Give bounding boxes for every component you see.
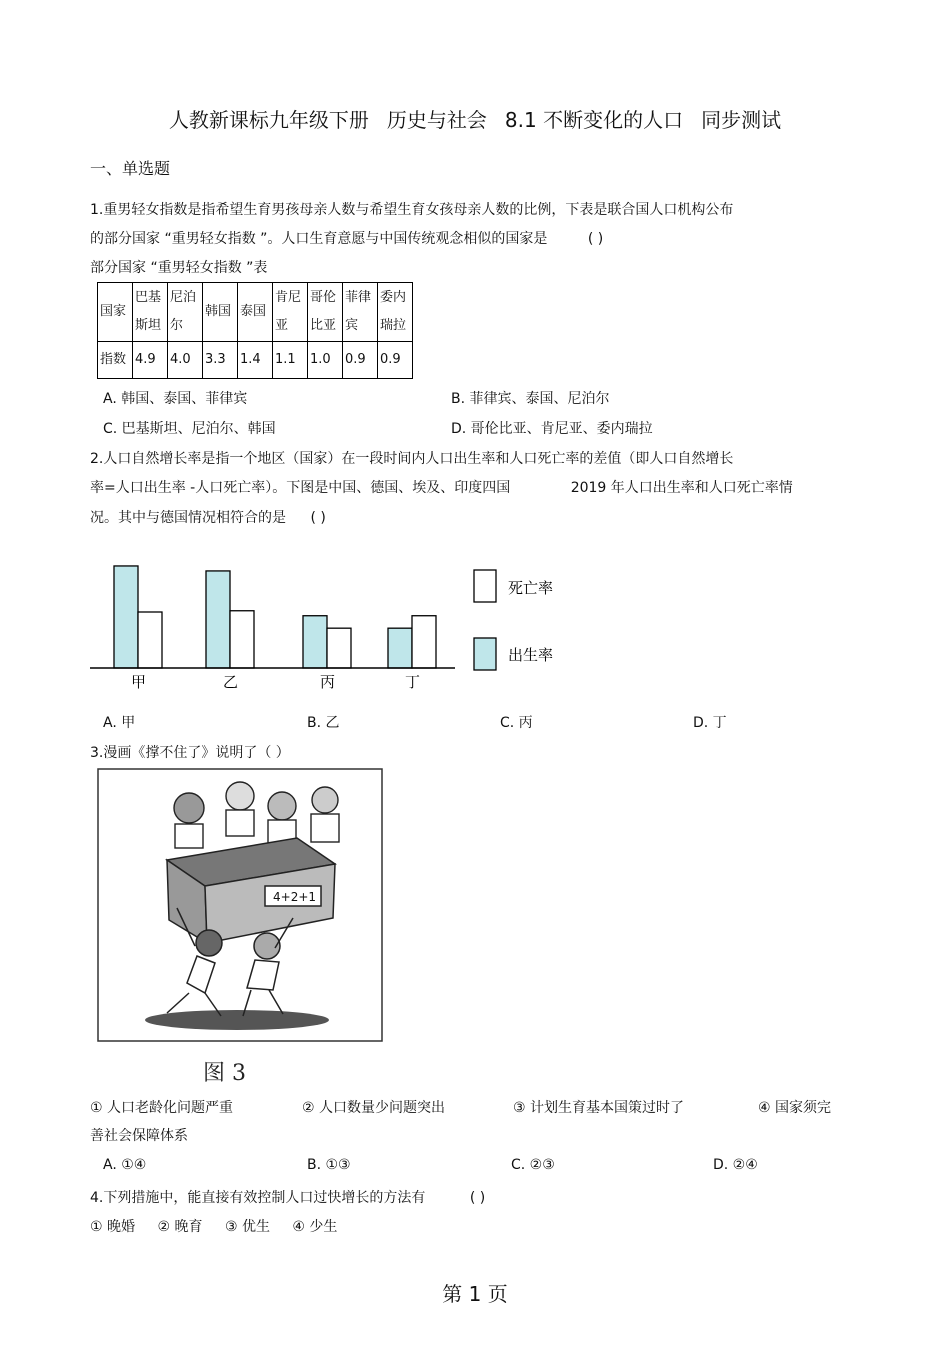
legend-label-death: 死亡率 bbox=[508, 579, 554, 597]
table-cell-country: 韩国 bbox=[203, 283, 238, 342]
table-cell-value: 1.1 bbox=[273, 342, 308, 379]
table-header-index: 指数 bbox=[98, 342, 133, 379]
legend-swatch-death bbox=[474, 570, 496, 602]
bar-death-rate bbox=[327, 628, 351, 668]
house-sign-text: 4+2+1 bbox=[273, 890, 317, 904]
table-cell-country: 泰国 bbox=[238, 283, 273, 342]
table-row-countries bbox=[98, 283, 413, 342]
q2-option-d[interactable]: D. 丁 bbox=[693, 715, 727, 731]
table-cell-value: 1.0 bbox=[308, 342, 343, 379]
table-row-values bbox=[98, 342, 413, 379]
q1-line-2 bbox=[90, 228, 603, 248]
table-cell-country: 委内瑞拉 bbox=[378, 283, 413, 342]
q3-statement-1: ① 人口老龄化问题严重 bbox=[90, 1100, 234, 1116]
q3-option-a[interactable]: A. ①④ bbox=[103, 1157, 147, 1173]
q1-option-b[interactable]: B. 菲律宾、泰国、尼泊尔 bbox=[451, 391, 610, 407]
x-tick-label: 丁 bbox=[405, 673, 421, 691]
q3-line-1: 3.漫画《撑不住了》说明了（ ） bbox=[90, 745, 290, 761]
q4-statement-1: ① 晚婚 bbox=[90, 1219, 136, 1235]
q1-table-caption: 部分国家 “重男轻女指数 ”表 bbox=[90, 260, 268, 276]
bar-birth-rate bbox=[388, 628, 412, 668]
cartoon-image bbox=[97, 768, 387, 1088]
q1-option-c[interactable]: C. 巴基斯坦、尼泊尔、韩国 bbox=[103, 421, 276, 437]
legend-swatch-birth bbox=[474, 638, 496, 670]
table-cell-country: 哥伦比亚 bbox=[308, 283, 343, 342]
q2-line-1: 2.人口自然增长率是指一个地区（国家）在一段时间内人口出生率和人口死亡率的差值（即人口自然增长 bbox=[90, 451, 734, 467]
q2-line-2-part-a: 率=人口出生率 -人口死亡率）。下图是中国、德国、埃及、印度四国 bbox=[90, 480, 511, 496]
table-cell-country: 尼泊尔 bbox=[168, 283, 203, 342]
q4-line-1-text: 4.下列措施中，能直接有效控制人口过快增长的方法有 bbox=[90, 1190, 426, 1206]
q4-answer-paren: ( ) bbox=[469, 1190, 486, 1206]
q2-option-b[interactable]: B. 乙 bbox=[307, 715, 340, 731]
table-cell-value: 1.4 bbox=[238, 342, 273, 379]
page-title bbox=[0, 104, 950, 133]
q3-option-c[interactable]: C. ②③ bbox=[511, 1157, 555, 1173]
q1-option-d[interactable]: D. 哥伦比亚、肯尼亚、委内瑞拉 bbox=[451, 421, 653, 437]
preference-index-table bbox=[97, 282, 413, 379]
ground-shadow bbox=[145, 1010, 329, 1030]
bar-birth-rate bbox=[303, 616, 327, 668]
table-cell-value: 4.0 bbox=[168, 342, 203, 379]
q1-line-2-text: 的部分国家 “重男轻女指数 ”。人口生育意愿与中国传统观念相似的国家是 bbox=[90, 231, 548, 247]
bar-birth-rate bbox=[114, 566, 138, 668]
bar-death-rate bbox=[230, 611, 254, 668]
x-tick-label: 乙 bbox=[223, 673, 239, 691]
bar-death-rate bbox=[138, 612, 162, 668]
title-part-1: 人教新课标九年级下册 bbox=[168, 108, 369, 132]
q2-line-2-part-b: 2019 年人口出生率和人口死亡率情 bbox=[570, 480, 793, 496]
bar-birth-rate bbox=[206, 571, 230, 668]
legend-label-birth: 出生率 bbox=[508, 646, 554, 664]
q2-line-2 bbox=[90, 477, 793, 497]
q3-statement-2: ② 人口数量少问题突出 bbox=[302, 1100, 446, 1116]
section-heading: 一、单选题 bbox=[90, 159, 171, 178]
q4-statements bbox=[90, 1216, 337, 1236]
chart-legend bbox=[474, 570, 553, 670]
table-cell-country: 巴基斯坦 bbox=[133, 283, 168, 342]
q3-statement-4-cont: 善社会保障体系 bbox=[90, 1128, 188, 1144]
x-tick-label: 丙 bbox=[320, 673, 336, 691]
birth-death-rate-chart bbox=[90, 548, 570, 693]
q4-line-1 bbox=[90, 1187, 485, 1207]
q3-statement-3: ③ 计划生育基本国策过时了 bbox=[513, 1100, 685, 1116]
table-cell-value: 3.3 bbox=[203, 342, 238, 379]
q3-option-d[interactable]: D. ②④ bbox=[713, 1157, 758, 1173]
q2-line-3-text: 况。其中与德国情况相符合的是 bbox=[90, 510, 286, 526]
q4-statement-3: ③ 优生 bbox=[224, 1219, 270, 1235]
title-part-3: 8.1 不断变化的人口 bbox=[504, 108, 684, 132]
q3-option-b[interactable]: B. ①③ bbox=[307, 1157, 351, 1173]
q3-statement-4: ④ 国家须完 bbox=[758, 1100, 832, 1116]
bar-death-rate bbox=[412, 616, 436, 668]
q1-option-a[interactable]: A. 韩国、泰国、菲律宾 bbox=[103, 391, 248, 407]
table-cell-value: 0.9 bbox=[378, 342, 413, 379]
title-part-2: 历史与社会 bbox=[386, 108, 487, 132]
q2-option-a[interactable]: A. 甲 bbox=[103, 715, 136, 731]
q1-answer-paren: ( ) bbox=[587, 231, 604, 247]
table-header-country: 国家 bbox=[98, 283, 133, 342]
x-tick-label: 甲 bbox=[131, 673, 147, 691]
q4-statement-4: ④ 少生 bbox=[292, 1219, 338, 1235]
table-cell-country: 菲律宾 bbox=[343, 283, 378, 342]
q2-line-3 bbox=[90, 507, 326, 527]
table-cell-country: 肯尼亚 bbox=[273, 283, 308, 342]
q2-answer-paren: ( ) bbox=[310, 510, 326, 526]
table-cell-value: 0.9 bbox=[343, 342, 378, 379]
q2-option-c[interactable]: C. 丙 bbox=[500, 715, 533, 731]
figure-caption: 图 3 bbox=[203, 1061, 246, 1086]
page-number: 第 1 页 bbox=[442, 1282, 508, 1306]
q1-line-1: 1.重男轻女指数是指希望生育男孩母亲人数与希望生育女孩母亲人数的比例，下表是联合国人口机构公布 bbox=[90, 202, 734, 218]
q4-statement-2: ② 晚育 bbox=[157, 1219, 203, 1235]
table-cell-value: 4.9 bbox=[133, 342, 168, 379]
title-part-4: 同步测试 bbox=[701, 108, 782, 132]
